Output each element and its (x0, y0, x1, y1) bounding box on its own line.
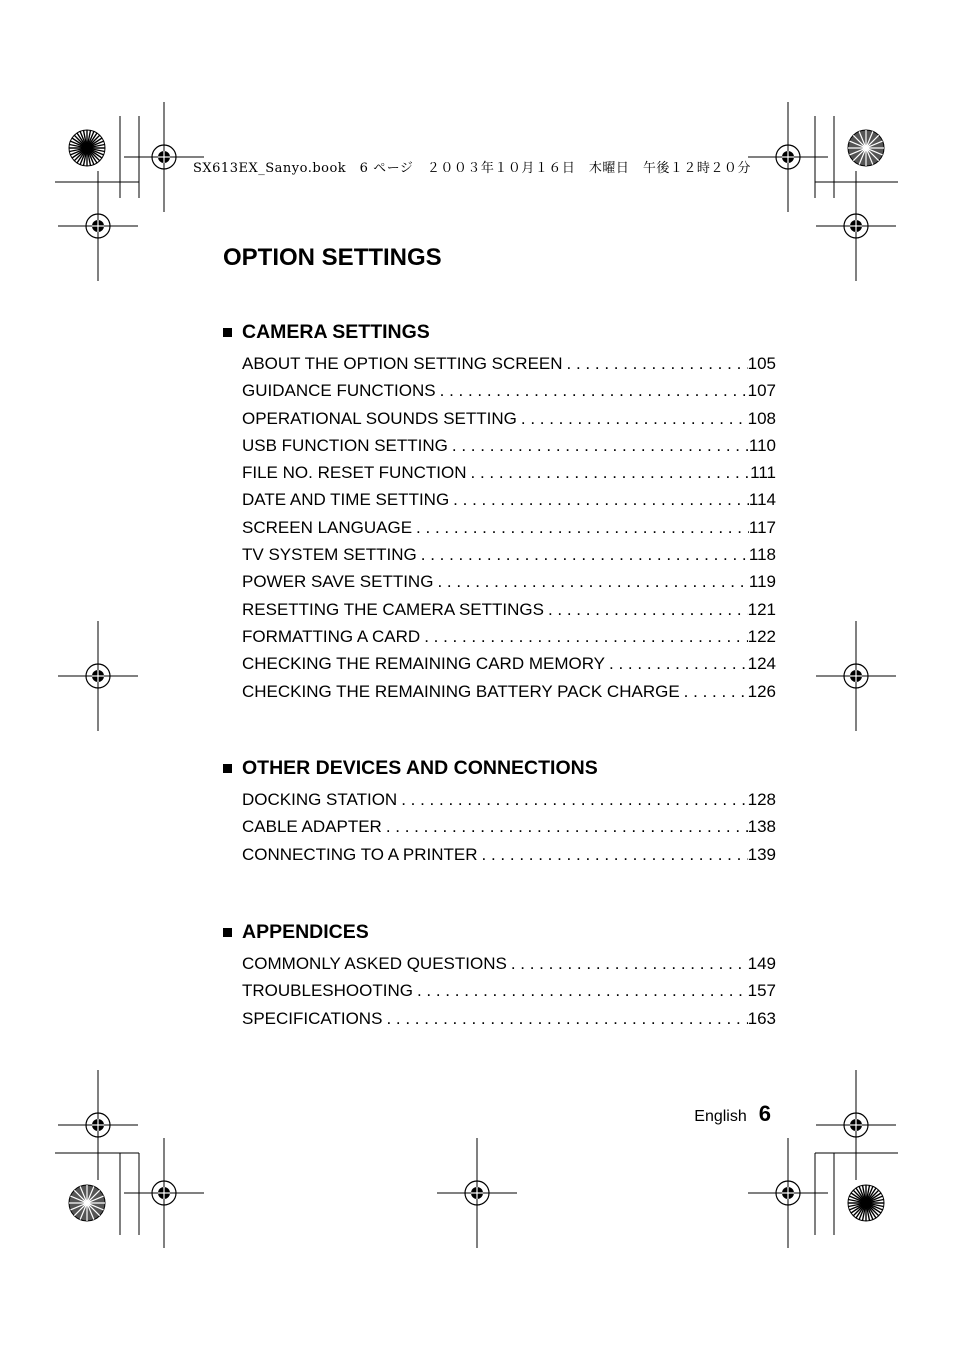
leader-dots (563, 354, 748, 374)
toc-list (242, 790, 776, 872)
toc-list (242, 954, 776, 1036)
toc-entry[interactable] (242, 518, 776, 545)
toc-entry-page: 118 (748, 545, 776, 565)
toc-entry-page: 119 (748, 572, 776, 592)
section-appendices (223, 918, 776, 1036)
toc-entry-page: 117 (748, 517, 776, 537)
leader-dots (420, 627, 747, 647)
footer-language: English (694, 1108, 747, 1125)
leader-dots (517, 409, 748, 429)
section-heading-text: OTHER DEVICES AND CONNECTIONS (242, 757, 598, 779)
toc-list (242, 354, 776, 709)
section-heading (223, 918, 776, 946)
toc-entry-title: FORMATTING A CARD (242, 626, 421, 646)
page-footer (694, 1101, 771, 1127)
toc-entry-page: 128 (747, 790, 776, 809)
toc-entry[interactable] (242, 817, 776, 844)
leader-dots (680, 682, 748, 702)
toc-entry-title: POWER SAVE SETTING (242, 572, 434, 592)
leader-dots (382, 817, 748, 837)
toc-entry[interactable] (242, 654, 776, 681)
toc-entry-page: 126 (747, 681, 776, 701)
leader-dots (448, 436, 749, 456)
toc-entry[interactable] (242, 1009, 776, 1036)
toc-entry-page: 110 (748, 435, 776, 455)
toc-entry-page: 121 (747, 599, 776, 619)
print-slug-line: SX613EX_Sanyo.book 6 ページ ２００３年１０月１６日 木曜日 午後１２時２０分 (193, 161, 751, 176)
toc-entry-title: TROUBLESHOOTING (242, 981, 413, 1001)
leader-dots (544, 600, 748, 620)
leader-dots (417, 545, 749, 565)
toc-entry[interactable] (242, 627, 776, 654)
leader-dots (433, 572, 748, 592)
toc-entry-title: FILE NO. RESET FUNCTION (242, 463, 467, 483)
leader-dots (478, 845, 748, 865)
toc-entry-title: DATE AND TIME SETTING (242, 490, 450, 510)
toc-entry[interactable] (242, 545, 776, 572)
page-number: 6 (758, 1101, 771, 1126)
toc-entry-title: CHECKING THE REMAINING BATTERY PACK CHARGE (242, 681, 680, 701)
toc-entry-page: 163 (747, 1008, 776, 1028)
toc-entry[interactable] (242, 981, 776, 1008)
leader-dots (449, 490, 749, 510)
toc-entry-page: 122 (747, 626, 776, 646)
square-bullet-icon (223, 928, 232, 937)
toc-entry-title: GUIDANCE FUNCTIONS (242, 381, 436, 401)
leader-dots (382, 1009, 747, 1029)
section-camera-settings (223, 318, 776, 709)
toc-entry[interactable] (242, 790, 776, 817)
toc-entry[interactable] (242, 436, 776, 463)
toc-entry[interactable] (242, 682, 776, 709)
toc-entry-page: 114 (748, 490, 776, 510)
toc-entry-title: SCREEN LANGUAGE (242, 517, 413, 537)
leader-dots (605, 654, 748, 674)
toc-entry[interactable] (242, 354, 776, 381)
toc-entry-page: 111 (750, 463, 776, 483)
toc-entry[interactable] (242, 954, 776, 981)
toc-entry-title: ABOUT THE OPTION SETTING SCREEN (242, 354, 563, 373)
toc-entry-page: 149 (747, 954, 776, 973)
toc-entry-page: 105 (747, 354, 776, 373)
leader-dots (412, 518, 749, 538)
toc-entry-page: 138 (747, 817, 776, 837)
toc-entry-title: CHECKING THE REMAINING CARD MEMORY (242, 654, 606, 674)
toc-entry-title: CABLE ADAPTER (242, 817, 382, 837)
toc-entry-title: TV SYSTEM SETTING (242, 545, 417, 565)
page-title: OPTION SETTINGS (223, 244, 442, 271)
leader-dots (413, 981, 748, 1001)
toc-entry-page: 139 (747, 844, 776, 864)
square-bullet-icon (223, 764, 232, 773)
toc-entry[interactable] (242, 600, 776, 627)
toc-entry-page: 157 (747, 981, 776, 1001)
section-other-devices (223, 754, 776, 872)
toc-entry-title: CONNECTING TO A PRINTER (242, 844, 478, 864)
section-heading (223, 754, 776, 782)
section-heading-text: APPENDICES (242, 921, 369, 943)
square-bullet-icon (223, 328, 232, 337)
leader-dots (436, 381, 748, 401)
toc-entry-title: DOCKING STATION (242, 790, 398, 809)
toc-entry-title: SPECIFICATIONS (242, 1008, 383, 1028)
leader-dots (397, 790, 747, 810)
toc-entry-title: USB FUNCTION SETTING (242, 435, 448, 455)
toc-entry-page: 124 (747, 654, 776, 674)
toc-entry[interactable] (242, 409, 776, 436)
toc-entry-page: 108 (747, 408, 776, 428)
toc-entry[interactable] (242, 463, 776, 490)
leader-dots (467, 463, 751, 483)
leader-dots (507, 954, 748, 974)
toc-entry[interactable] (242, 490, 776, 517)
toc-entry-title: OPERATIONAL SOUNDS SETTING (242, 408, 517, 428)
toc-entry-title: RESETTING THE CAMERA SETTINGS (242, 599, 544, 619)
toc-entry-page: 107 (747, 381, 776, 401)
toc-entry[interactable] (242, 381, 776, 408)
section-heading (223, 318, 776, 346)
toc-entry[interactable] (242, 572, 776, 599)
section-heading-text: CAMERA SETTINGS (242, 321, 430, 343)
toc-entry-title: COMMONLY ASKED QUESTIONS (242, 954, 507, 973)
toc-entry[interactable] (242, 845, 776, 872)
